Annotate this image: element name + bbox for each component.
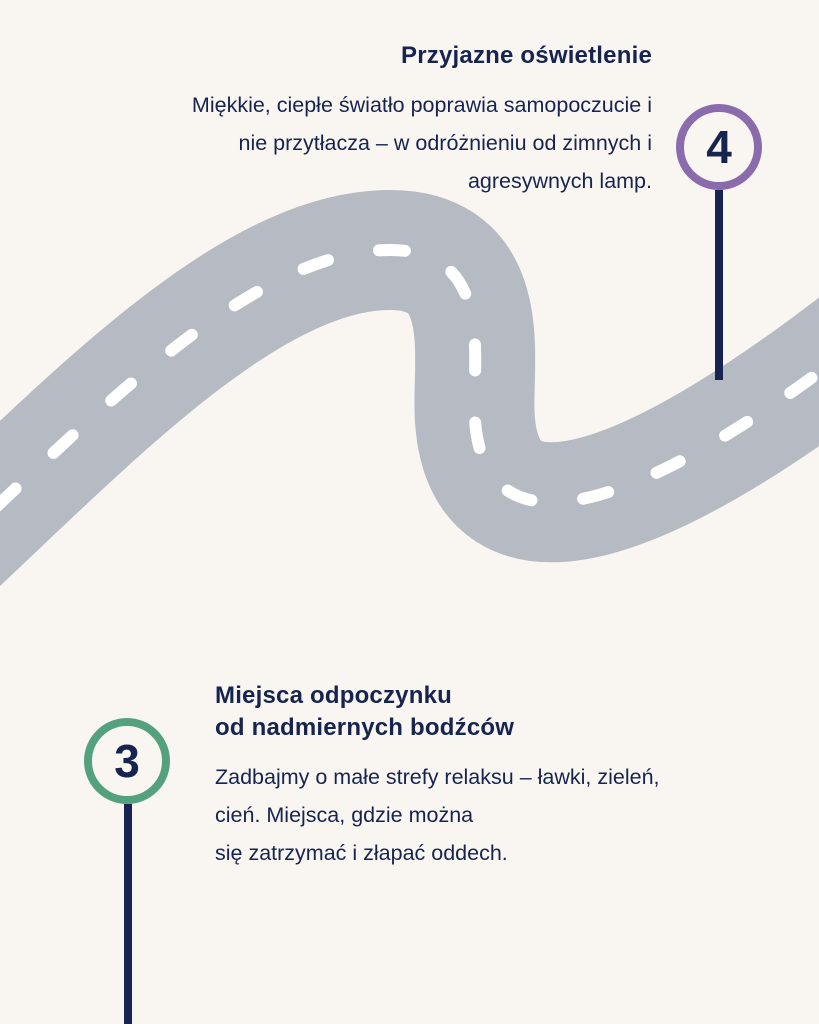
step-4-number: 4	[706, 121, 732, 173]
step-3-title: Miejsca odpoczynku od nadmiernych bodźców	[215, 682, 515, 741]
step-4-marker	[676, 104, 762, 190]
step-3-marker	[84, 718, 170, 804]
step-4-marker-pole	[715, 190, 723, 380]
step-3-description: Zadbajmy o małe strefy relaksu – ławki, zieleń, cień. Miejsca, gdzie można się zatrzymać i złapać oddech.	[215, 765, 660, 865]
step-3-section	[215, 680, 795, 872]
step-3-number: 3	[114, 735, 140, 787]
road-surface	[0, 250, 819, 560]
step-4-description: Miękkie, ciepłe światło poprawia samopoczucie i nie przytłacza – w odróżnieniu od zimnych i agresywnych lamp.	[191, 93, 652, 193]
step-4-title: Przyjazne oświetlenie	[401, 42, 652, 69]
step-3-marker-pole	[124, 804, 132, 1024]
step-4-section	[52, 40, 652, 200]
